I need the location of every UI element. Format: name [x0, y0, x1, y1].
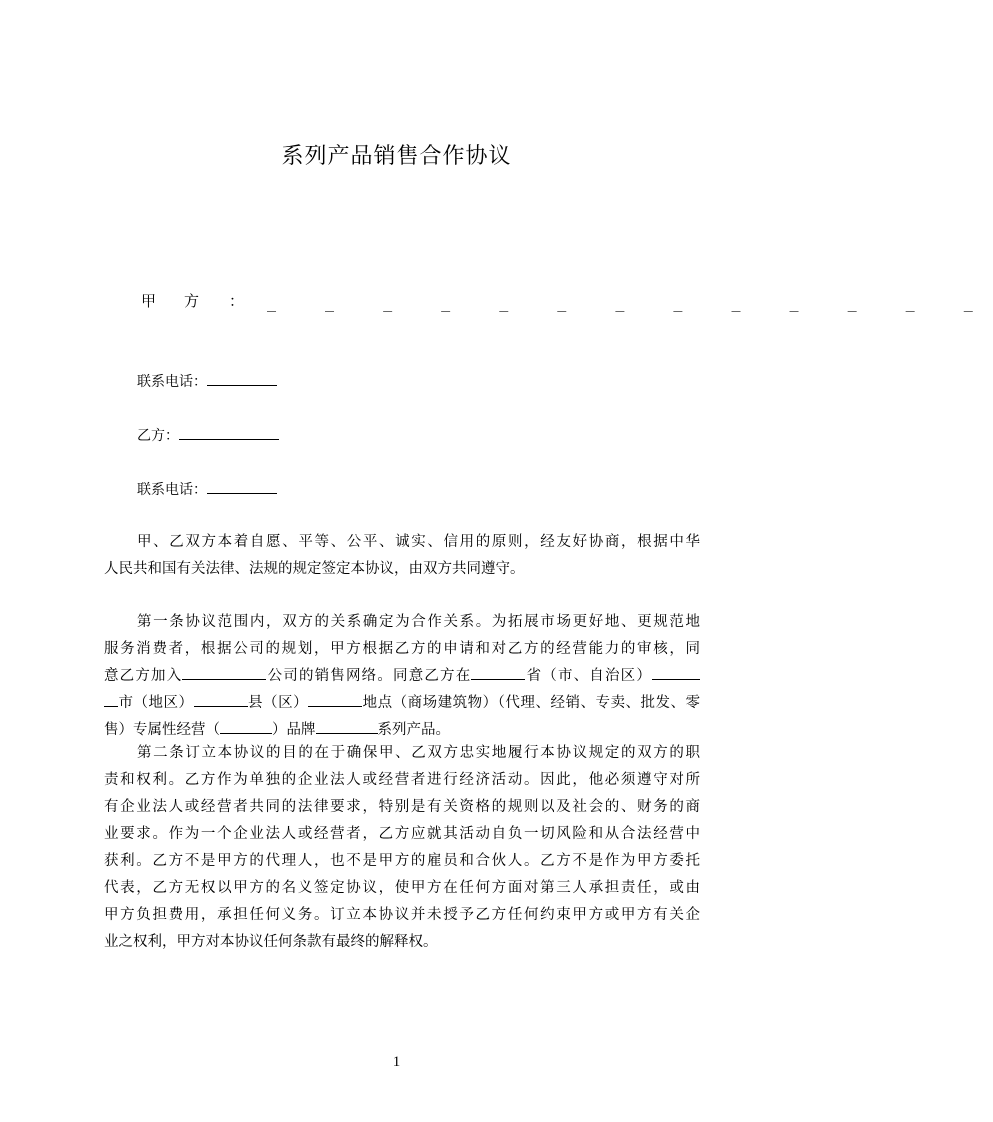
page-number: 1 [392, 1054, 401, 1070]
party-a-field [137, 290, 993, 314]
contact-b-label: 联系电话： [137, 482, 207, 498]
party-b-blank [179, 424, 279, 440]
party-b-field [137, 424, 279, 446]
article-1-line: 第一条协议范围内，双方的关系确定为合作关系。为拓展市场更好地、更规范地 [137, 614, 700, 630]
article-2-line: 业之权利，甲方对本协议任何条款有最终的解释权。 [104, 934, 438, 950]
article-1-text: 地点（商场建筑物）（代理、经销、专卖、批发、零 [362, 695, 701, 711]
contact-a-field [137, 370, 277, 392]
article-2-line: 业要求。作为一个企业法人或经营者，乙方应就其活动自负一切风险和从合法经营中 [104, 826, 700, 842]
city-blank-part-1 [652, 665, 700, 680]
party-a-colon: ： [229, 292, 245, 310]
party-a-label-jia: 甲 [141, 292, 157, 310]
article-1-text: 意乙方加入 [104, 668, 183, 684]
article-1-line [104, 690, 700, 717]
article-1-text: 公司的销售网络。同意乙方在 [266, 668, 472, 684]
contact-a-blank [207, 370, 277, 386]
article-1-text: 售）专属性经营（ [104, 722, 220, 738]
location-blank [308, 692, 362, 707]
preamble-paragraph [104, 529, 700, 583]
party-a-label-fang: 方 [184, 292, 200, 310]
preamble-line: 甲、乙双方本着自愿、平等、公平、诚实、信用的原则，经友好协商，根据中华 [137, 534, 700, 550]
contact-b-field [137, 478, 277, 500]
article-1-text: ）品牌 [272, 722, 316, 738]
article-2-line: 获利。乙方不是甲方的代理人，也不是甲方的雇员和合伙人。乙方不是作为甲方委托 [104, 853, 700, 869]
company-name-blank [182, 665, 266, 680]
article-1-line: 服务消费者，根据公司的规划，甲方根据乙方的申请和对乙方的经营能力的审核，同 [104, 641, 700, 657]
article-2-line: 第二条订立本协议的目的在于确保甲、乙双方忠实地履行本协议规定的双方的职 [137, 745, 700, 761]
series-blank [316, 719, 378, 734]
preamble-line: 人民共和国有关法律、法规的规定签定本协议，由双方共同遵守。 [104, 561, 525, 577]
party-a-blank-dashes: _ _ _ _ _ _ _ _ _ _ _ _ _ [267, 294, 993, 312]
province-blank [471, 665, 525, 680]
article-2-paragraph [104, 740, 700, 956]
article-1-line [104, 663, 700, 690]
brand-blank [220, 719, 272, 734]
city-blank-part-2 [104, 692, 118, 707]
contact-a-label: 联系电话： [137, 374, 207, 390]
party-b-label: 乙方： [137, 428, 179, 444]
county-blank [194, 692, 248, 707]
article-2-line: 代表，乙方无权以甲方的名义签定协议，使甲方在任何方面对第三人承担责任，或由 [104, 880, 700, 896]
article-1-text: 省（市、自治区） [525, 668, 653, 684]
article-1-text: 县（区） [247, 695, 309, 711]
article-2-line: 甲方负担费用，承担任何义务。订立本协议并未授予乙方任何约束甲方或甲方有关企 [104, 907, 700, 923]
article-1-text: 市（地区） [118, 695, 194, 711]
article-1-text: 系列产品。 [377, 722, 450, 738]
article-2-line: 有企业法人或经营者共同的法律要求，特别是有关资格的规则以及社会的、财务的商 [104, 799, 700, 815]
article-2-line: 责和权利。乙方作为单独的企业法人或经营者进行经济活动。因此，他必须遵守对所 [104, 772, 700, 788]
document-title: 系列产品销售合作协议 [281, 144, 512, 169]
article-1-paragraph [104, 609, 700, 744]
contact-b-blank [207, 478, 277, 494]
